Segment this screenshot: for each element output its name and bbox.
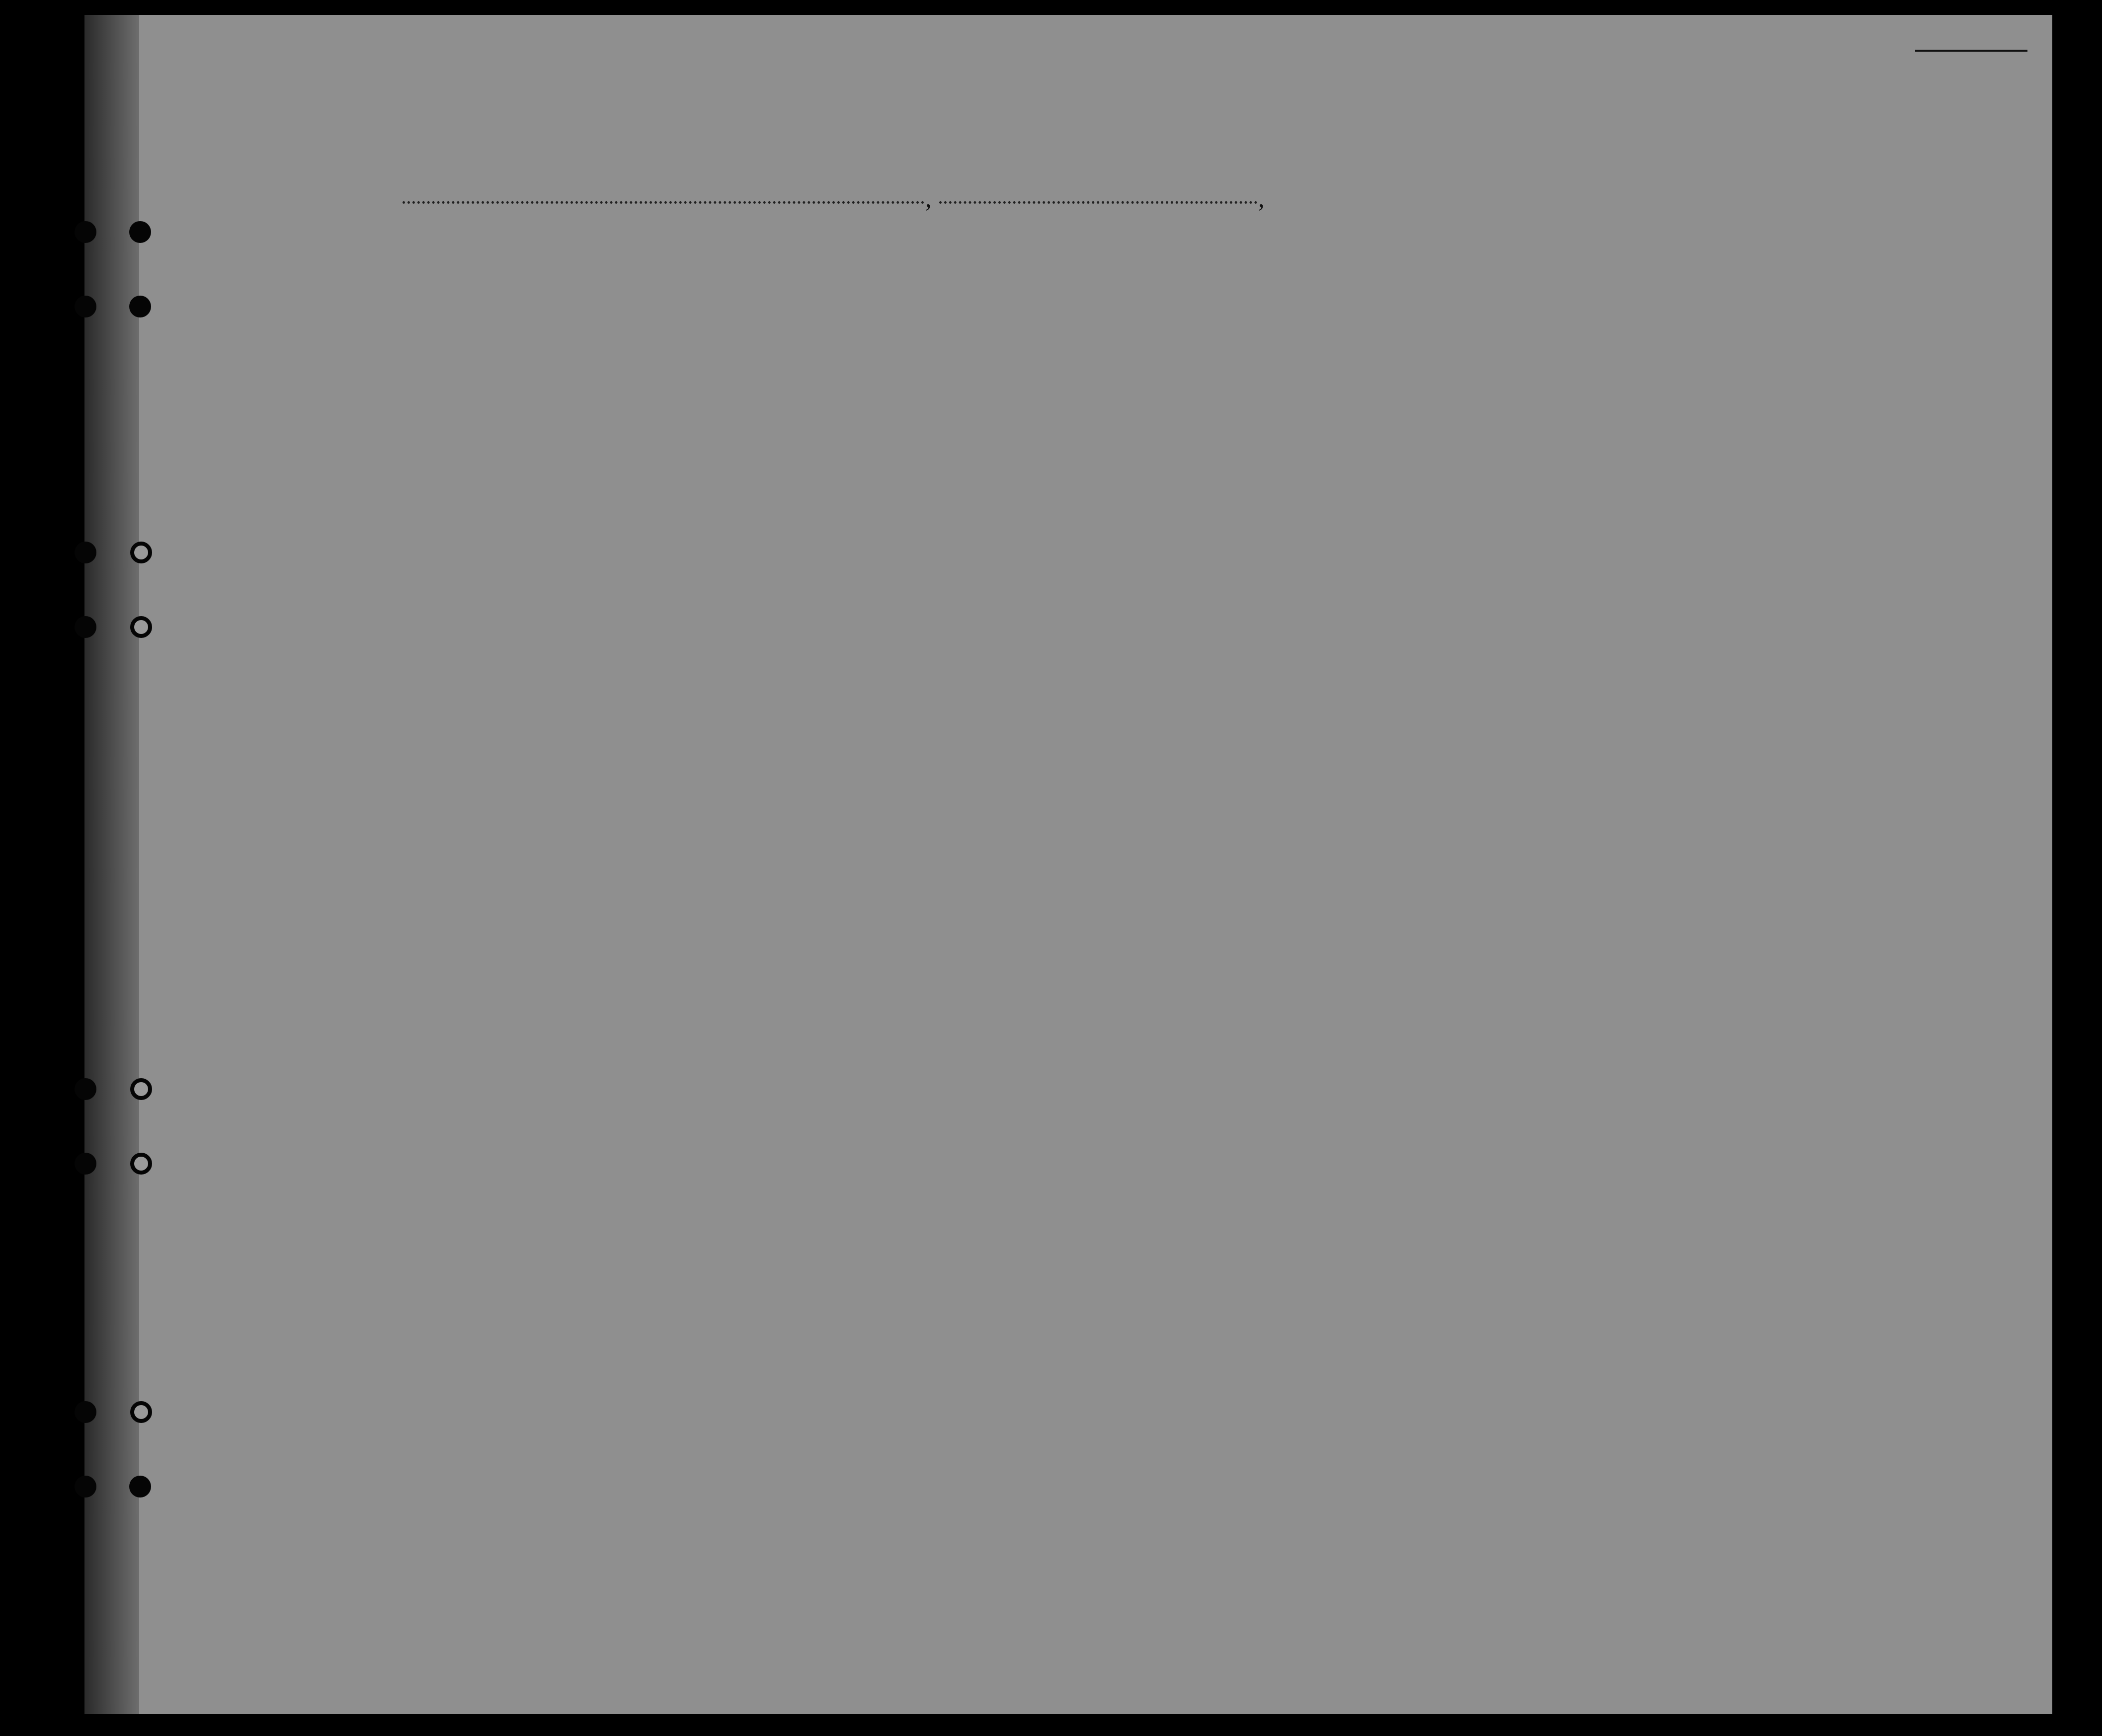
header-length <box>1247 278 1287 388</box>
header-feet <box>1705 338 1730 383</box>
header-ticket <box>648 271 673 385</box>
header-anarchist <box>1421 278 1436 388</box>
header-prison <box>1354 278 1379 388</box>
header-q28 <box>1446 271 1496 388</box>
header-money <box>775 271 800 385</box>
header-deported <box>1543 271 1573 388</box>
header-citizen <box>1319 278 1349 388</box>
comma-mark: , <box>1258 184 1265 212</box>
header-polygamist <box>1389 278 1404 388</box>
header-inches <box>1733 338 1758 383</box>
header-return <box>1205 278 1242 388</box>
comma-mark: , <box>925 184 932 212</box>
header-q29 <box>1498 271 1538 388</box>
